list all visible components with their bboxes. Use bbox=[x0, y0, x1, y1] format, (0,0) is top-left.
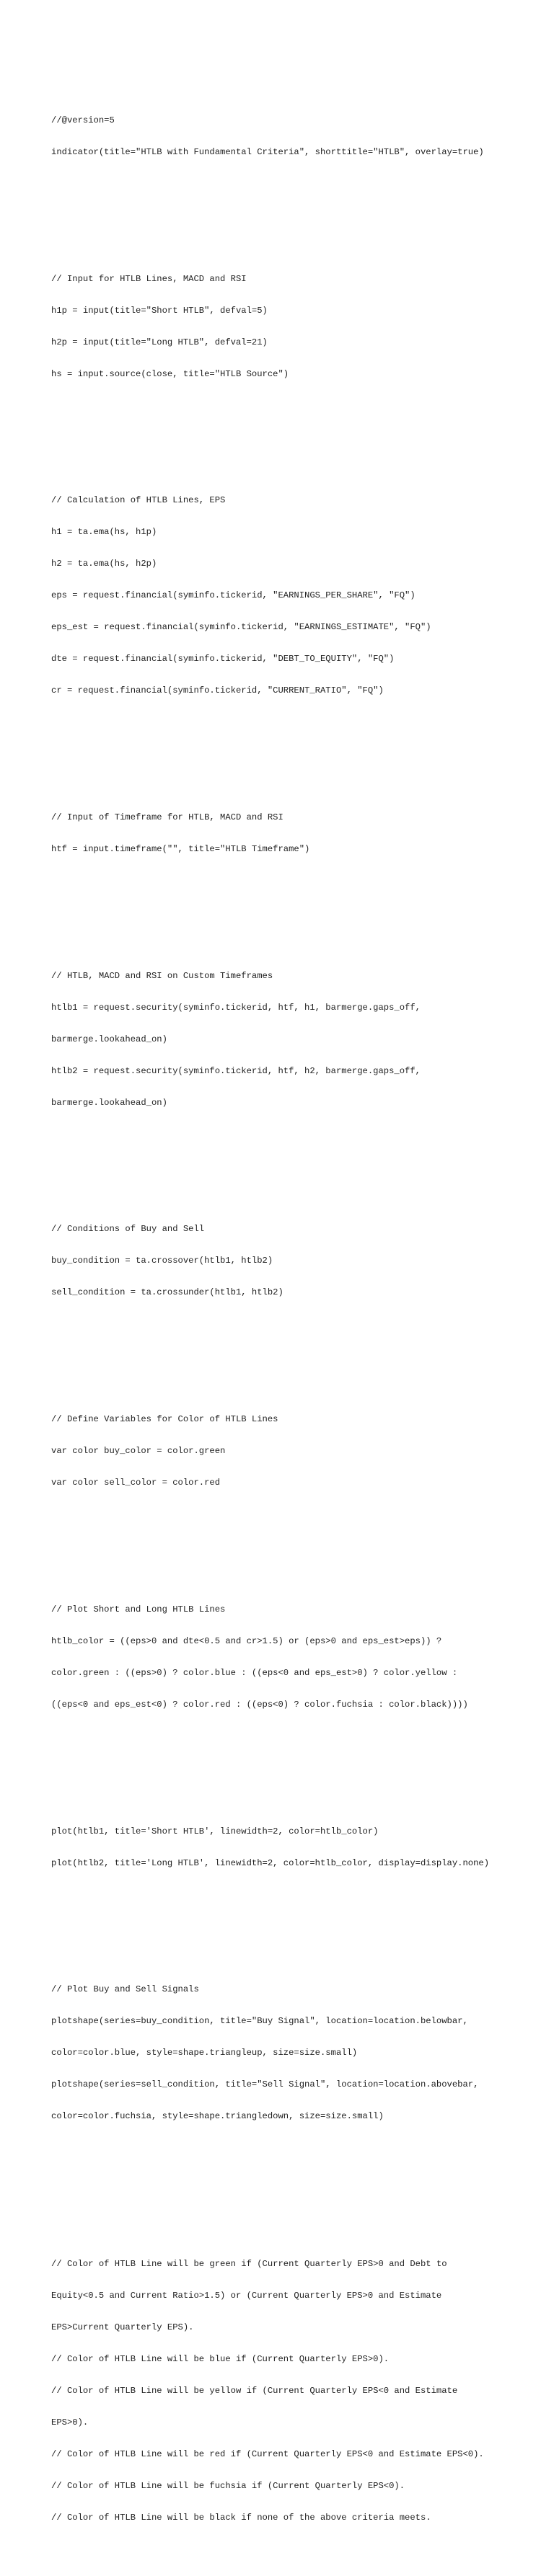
code-line: hs = input.source(close, title="HTLB Source") bbox=[51, 368, 289, 379]
code-line: h2 = ta.ema(hs, h2p) bbox=[51, 559, 157, 569]
code-comment: // Calculation of HTLB Lines, EPS bbox=[51, 495, 226, 506]
blank-line bbox=[51, 422, 527, 432]
code-section-plot bbox=[51, 1805, 527, 1889]
code-line: htlb2 = request.security(syminfo.tickerid, htf, h2, barmerge.gaps_off, bbox=[51, 1065, 421, 1076]
code-comment: EPS>Current Quarterly EPS). bbox=[51, 2322, 194, 2333]
code-comment: // Input of Timeframe for HTLB, MACD and RSI bbox=[51, 812, 283, 822]
blank-line bbox=[51, 1752, 527, 1763]
code-section-conditions bbox=[51, 1203, 527, 1319]
code-line: barmerge.lookahead_on) bbox=[51, 1097, 167, 1108]
code-comment: // Color of HTLB Line will be green if (Current Quarterly EPS>0 and Debt to bbox=[51, 2259, 447, 2270]
code-line: ((eps<0 and eps_est<0) ? color.red : ((eps<0) ? color.fuchsia : color.black)))) bbox=[51, 1699, 468, 1710]
code-comment: // Conditions of Buy and Sell bbox=[51, 1224, 205, 1235]
code-section-plot-colors bbox=[51, 1584, 527, 1731]
code-section-signals bbox=[51, 1963, 527, 2143]
code-line: color=color.fuchsia, style=shape.triangledown, size=size.small) bbox=[51, 2111, 384, 2122]
code-comment: // Input for HTLB Lines, MACD and RSI bbox=[51, 273, 247, 284]
code-line: eps_est = request.financial(syminfo.tickerid, "EARNINGS_ESTIMATE", "FQ") bbox=[51, 622, 431, 633]
code-line: color=color.blue, style=shape.triangleup, size=size.small) bbox=[51, 2048, 358, 2058]
blank-lines bbox=[51, 2164, 527, 2196]
code-section-color-notes bbox=[51, 2238, 527, 2544]
code-comment: // Color of HTLB Line will be red if (Current Quarterly EPS<0 and Estimate EPS<0). bbox=[51, 2449, 484, 2460]
blank-line bbox=[51, 897, 527, 907]
code-comment: // HTLB, MACD and RSI on Custom Timeframes bbox=[51, 970, 273, 981]
code-line: indicator(title="HTLB with Fundamental Criteria", shorttitle="HTLB", overlay=true) bbox=[51, 146, 484, 157]
code-line: htf = input.timeframe("", title="HTLB Timeframe") bbox=[51, 843, 310, 854]
code-line: barmerge.lookahead_on) bbox=[51, 1034, 167, 1044]
code-block bbox=[51, 52, 527, 2576]
code-line: var color sell_color = color.red bbox=[51, 1478, 221, 1488]
code-comment: // Define Variables for Color of HTLB Lines bbox=[51, 1414, 278, 1425]
code-line: plotshape(series=buy_condition, title="Buy Signal", location=location.belowbar, bbox=[51, 2016, 468, 2027]
code-section-timeframe bbox=[51, 791, 527, 876]
blank-line bbox=[51, 1911, 527, 1922]
code-line: h1 = ta.ema(hs, h1p) bbox=[51, 527, 157, 538]
blank-line bbox=[51, 738, 527, 749]
code-section-custom-timeframes bbox=[51, 949, 527, 1129]
code-line: eps = request.financial(syminfo.tickerid, "EARNINGS_PER_SHARE", "FQ") bbox=[51, 590, 416, 601]
code-line: htlb_color = ((eps>0 and dte<0.5 and cr>1.5) or (eps>0 and eps_est>eps)) ? bbox=[51, 1635, 442, 1646]
code-line: sell_condition = ta.crossunder(htlb1, htlb2) bbox=[51, 1287, 283, 1298]
code-line: //@version=5 bbox=[51, 115, 115, 125]
code-comment: // Color of HTLB Line will be fuchsia if (Current Quarterly EPS<0). bbox=[51, 2481, 405, 2492]
blank-line bbox=[51, 1341, 527, 1351]
blank-line bbox=[51, 1150, 527, 1161]
code-comment: // Plot Buy and Sell Signals bbox=[51, 1984, 199, 1995]
code-comment: // Color of HTLB Line will be yellow if (Current Quarterly EPS<0 and Estimate bbox=[51, 2386, 458, 2397]
code-section-calculation bbox=[51, 474, 527, 717]
code-line: h1p = input(title="Short HTLB", defval=5) bbox=[51, 305, 268, 316]
code-line: htlb1 = request.security(syminfo.tickerid, htf, h1, barmerge.gaps_off, bbox=[51, 1002, 421, 1013]
blank-line bbox=[51, 1530, 527, 1541]
code-line: plot(htlb1, title='Short HTLB', linewidth=2, color=htlb_color) bbox=[51, 1826, 379, 1836]
code-section-header bbox=[51, 94, 527, 179]
code-comment: // Plot Short and Long HTLB Lines bbox=[51, 1604, 226, 1615]
code-section-variables bbox=[51, 1393, 527, 1509]
code-line: h2p = input(title="Long HTLB", defval=21) bbox=[51, 337, 268, 347]
code-line: cr = request.financial(syminfo.tickerid, "CURRENT_RATIO", "FQ") bbox=[51, 685, 384, 696]
code-section-inputs bbox=[51, 252, 527, 400]
code-comment: // Color of HTLB Line will be blue if (Current Quarterly EPS>0). bbox=[51, 2354, 390, 2365]
code-comment: EPS>0). bbox=[51, 2417, 89, 2428]
code-line: var color buy_color = color.green bbox=[51, 1446, 226, 1457]
code-line: buy_condition = ta.crossover(htlb1, htlb2) bbox=[51, 1256, 273, 1266]
code-line: plotshape(series=sell_condition, title="Sell Signal", location=location.abovebar, bbox=[51, 2079, 479, 2090]
code-line: plot(htlb2, title='Long HTLB', linewidth=2, color=htlb_color, display=display.none) bbox=[51, 1857, 490, 1868]
code-line: dte = request.financial(syminfo.tickerid, "DEBT_TO_EQUITY", "FQ") bbox=[51, 654, 395, 665]
blank-line bbox=[51, 200, 527, 210]
code-comment: Equity<0.5 and Current Ratio>1.5) or (Current Quarterly EPS>0 and Estimate bbox=[51, 2291, 442, 2301]
code-comment: // Color of HTLB Line will be black if none of the above criteria meets. bbox=[51, 2513, 431, 2523]
code-line: color.green : ((eps>0) ? color.blue : ((eps<0 and eps_est>0) ? color.yellow : bbox=[51, 1667, 458, 1678]
